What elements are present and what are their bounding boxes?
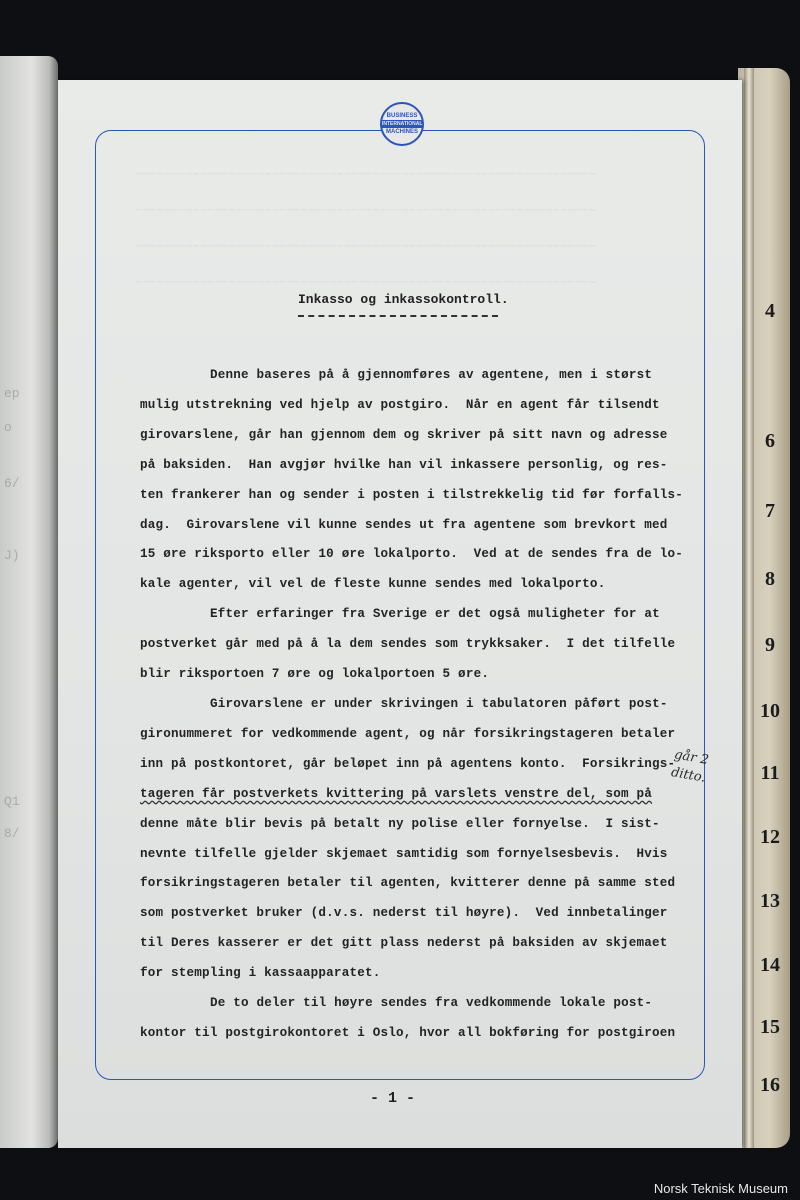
text-line: blir riksportoen 7 øre og lokalportoen 5 øre. xyxy=(140,667,490,682)
text-line: tageren får postverkets kvittering på varslets venstre del, som på xyxy=(140,786,652,801)
left-facing-page: ep o 6/ J) Q1 8/ xyxy=(0,56,58,1148)
page-number: - 1 - xyxy=(370,1090,416,1107)
text-line: for stempling i kassaapparatet. xyxy=(140,966,381,981)
text-line: postverket går med på å la dem sendes som trykksaker. I det tilfelle xyxy=(140,637,676,652)
text-line: dag. Girovarslene vil kunne sendes ut fra agentene som brevkort med xyxy=(140,517,668,532)
text-line: denne måte blir bevis på betalt ny polise eller fornyelse. I sist- xyxy=(140,816,660,831)
handwritten-margin-note: går 2 ditto. xyxy=(669,747,710,786)
tab-9: 9 xyxy=(765,634,775,656)
title-underline xyxy=(298,315,498,317)
tab-6: 6 xyxy=(765,430,775,452)
tab-8: 8 xyxy=(765,568,775,590)
ibm-logo: BUSINESS INTERNATIONAL MACHINES xyxy=(380,102,424,146)
tab-16: 16 xyxy=(760,1074,780,1096)
text-line: på baksiden. Han avgjør hvilke han vil inkassere personlig, og res- xyxy=(140,457,668,472)
text-line: nevnte tilfelle gjelder skjemaet samtidig som fornyelsesbevis. Hvis xyxy=(140,846,668,861)
text-line: De to deler til høyre sendes fra vedkommende lokale post- xyxy=(210,996,653,1011)
text-line: girovarslene, går han gjennom dem og skriver på sitt navn og adresse xyxy=(140,427,668,442)
text-line: ten frankerer han og sender i posten i tilstrekkelig tid før forfalls- xyxy=(140,487,684,502)
section-title: Inkasso og inkassokontroll. xyxy=(298,292,509,307)
tab-12: 12 xyxy=(760,826,780,848)
index-tabs xyxy=(738,68,790,1148)
tab-4: 4 xyxy=(765,300,775,322)
tab-15: 15 xyxy=(760,1016,780,1038)
text-line: Denne baseres på å gjennomføres av agentene, men i størst xyxy=(210,368,653,382)
text-line: gironummeret for vedkommende agent, og når forsikringstageren betaler xyxy=(140,726,676,741)
text-line: 15 øre riksporto eller 10 øre lokalporto. Ved at de sendes fra de lo- xyxy=(140,547,684,562)
tab-14: 14 xyxy=(760,954,780,976)
tab-10: 10 xyxy=(760,700,780,722)
text-line: inn på postkontoret, går beløpet inn på agentens konto. Forsikrings- xyxy=(140,756,676,771)
text-line: Girovarslene er under skrivingen i tabulatoren påført post- xyxy=(210,697,668,711)
tab-7: 7 xyxy=(765,500,775,522)
text-line: mulig utstrekning ved hjelp av postgiro. Når en agent får tilsendt xyxy=(140,397,660,412)
tab-11: 11 xyxy=(760,762,780,784)
text-line: til Deres kasserer er det gitt plass nederst på baksiden av skjemaet xyxy=(140,936,668,951)
text-line: som postverket bruker (d.v.s. nederst til høyre). Ved innbetalinger xyxy=(140,906,668,921)
text-line: Efter erfaringer fra Sverige er det også muligheter for at xyxy=(210,607,660,622)
text-line: kale agenter, vil vel de fleste kunne sendes med lokalporto. xyxy=(140,577,606,592)
museum-credit: Norsk Teknisk Museum xyxy=(653,1181,788,1196)
tab-13: 13 xyxy=(760,890,780,912)
text-line: forsikringstageren betaler til agenten, kvitterer denne på samme sted xyxy=(140,876,676,891)
text-line: kontor til postgirokontoret i Oslo, hvor all bokføring for postgiroen xyxy=(140,1026,676,1040)
document-photo: ep o 6/ J) Q1 8/ 4 6 7 8 9 10 11 12 13 14 15 16 BUSINESS INTERNATIONAL MACHINES ~~~~~~~~~~~~~~~~~~~~~~~~~~~~~~~~~~~~~~~~~~~~~~~~~~~~~~~~~~~~~~~~ ~~~~~~~~~~~~~~~~~~~~~~~~~~~~~~~~~~~~~~~~~~~~~~~~~~~~~~~~~~~~~~~~ ~~~~~~~~~~~~~~~~~~~~~~~~~~~~~~~~~~~~~~~~~~~~~~~~~~~~~~~~~~~~~~~~ ~~~~~~~~~~~~~~~~~~~~~~~~~~~~~~~~~~~~~~~~~~~~~~~~~~~~~~~~~~~~~~~~ Inkasso og inkassokontroll. Denne baseres på å gjennomføres av agentene, men i størst mulig utstrekning ved hjelp av postgiro. Når en agent får tilsendt girovarslene, går han gjennom dem og skriver på sitt navn og adresse på baksiden. Han avgjør hvilke han vil inkassere personlig, og res- ten frankerer han og sender i posten i tilstrekkelig tid før forfalls- dag. Girovarslene vil kunne sendes ut fra agentene som brevkort med 15 øre riksporto eller 10 øre lokalporto. Ved at de sendes fra de lo- kale agenter, vil vel de fleste kunne sendes med lokalporto. Efter erfaringer fra Sverige er det også muligheter for at postverket går med på å la dem sendes som trykksaker. I det tilfelle blir riksportoen 7 øre og lokalportoen 5 øre. Girovarslene er under skrivingen i tabulatoren påført post- gironummeret for vedkommende agent, og når forsikringstageren betaler inn på postkontoret, går beløpet inn på agentens konto. Forsikrings- tageren får postverkets kvittering på varslets venstre del, som på denne måte blir bevis på betalt ny polise eller fornyelse. I sist- nevnte tilfelle gjelder skjemaet samtidig som fornyelsesbevis. Hvis forsikringstageren betaler til agenten, kvitterer denne på samme sted som postverket bruker (d.v.s. nederst til høyre). Ved innbetalinger til Deres kasserer er det gitt plass nederst på baksiden av skjemaet for stempling i kassaapparatet. De to deler til høyre sendes fra vedkommende lokale post- kontor til postgirokontoret i Oslo, hvor all bokføring for postgiroen går 2 ditto. - 1 - Norsk Teknisk Museum xyxy=(0,0,800,1200)
